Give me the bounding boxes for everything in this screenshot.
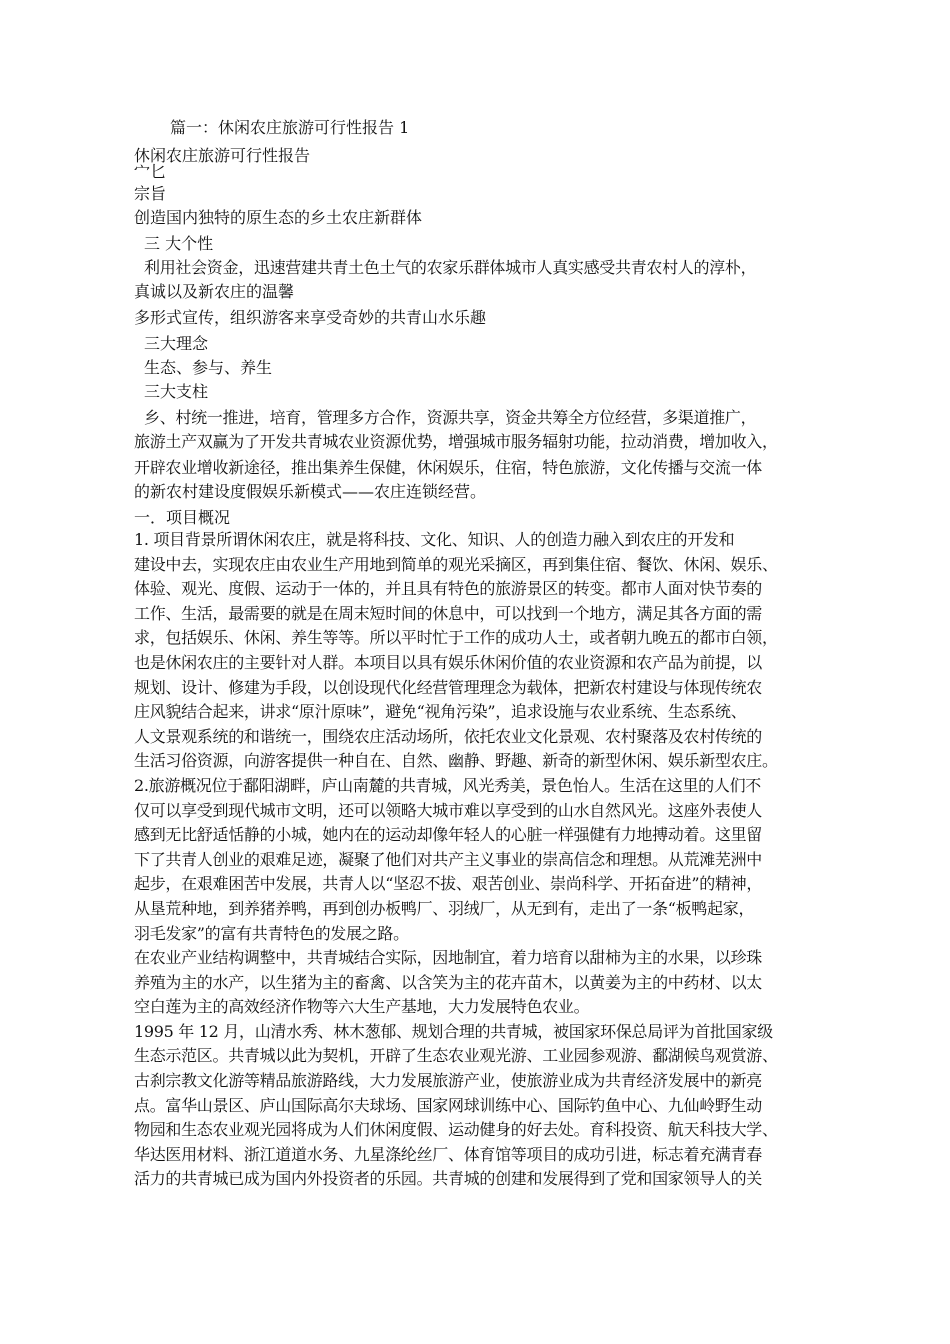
body-line: 仅可以享受到现代城市文明，还可以领略大城市难以享受到的山水自然风光。这座外表使人: [134, 800, 763, 820]
pillars-line-3: 开辟农业增收新途径，推出集养生保健，休闲娱乐，住宿，特色旅游，文化传播与交流一体: [134, 458, 763, 477]
body-line: 从垦荒种地，到养猪养鸭，再到创办板鸭厂、羽绒厂，从无到有，走出了一条“板鸭起家，: [134, 898, 755, 918]
body-line: 下了共青人创业的艰难足迹，凝聚了他们对共产主义事业的崇高信念和理想。从荒滩芜洲中: [134, 849, 763, 869]
zongzhi-text: 创造国内独特的原生态的乡土农庄新群体: [134, 208, 423, 227]
body-line: 养殖为主的水产，以生猪为主的畜禽、以含笑为主的花卉苗木，以黄姜为主的中药材、以太: [134, 972, 763, 992]
body-line: 感到无比舒适恬静的小城，她内在的运动却像年轻人的心脏一样强健有力地搏动着。这里留: [134, 825, 763, 845]
body-line: 1. 项目背景所谓休闲农庄，就是将科技、文化、知识、人的创造力融入到农庄的开发和: [134, 530, 735, 549]
body-line: 生活习俗资源，向游客提供一种自在、自然、幽静、野趣、新奇的新型休闲、娱乐新型农庄。: [134, 751, 778, 771]
pillars-line-1: 乡、村统一推进，培育，管理多方合作，资源共享，资金共筹全方位经营，多渠道推广，: [144, 408, 757, 427]
document-heading: 篇一：休闲农庄旅游可行性报告 1: [170, 118, 410, 137]
three-concepts-label: 三大理念: [144, 334, 209, 353]
project-overview-body: [134, 528, 834, 1192]
body-line: 2.旅游概况位于鄱阳湖畔，庐山南麓的共青城，风光秀美，景色怡人。生活在这里的人们不: [134, 775, 761, 795]
report-title: 休闲农庄旅游可行性报告: [134, 146, 311, 165]
three-concepts-text: 生态、参与、养生: [144, 358, 273, 377]
garbled-text: 宀匕: [134, 162, 167, 181]
body-line: 古刹宗教文化游等精品旅游路线，大力发展旅游产业，使旅游业成为共青经济发展中的新亮: [134, 1071, 763, 1091]
body-line: 庄风貌结合起来，讲求“原汁原味”，避免“视角污染”，追求设施与农业系统、生态系统、: [134, 702, 747, 722]
body-line: 活力的共青城已成为国内外投资者的乐园。共青城的创建和发展得到了党和国家领导人的关: [134, 1169, 763, 1189]
body-line: 求，包括娱乐、休闲、养生等等。所以平时忙于工作的成功人士，或者朝九晚五的都市白领，: [134, 628, 778, 648]
three-personality-label: 三 大个性: [144, 234, 214, 253]
section-1-heading: 一．项目概况: [134, 508, 231, 527]
personality-line-2: 真诚以及新农庄的温馨: [134, 282, 295, 301]
body-line: 在农业产业结构调整中，共青城结合实际，因地制宜，着力培育以甜柿为主的水果，以珍珠: [134, 948, 763, 968]
body-line: 规划、设计、修建为手段，以创设现代化经营管理理念为载体，把新农村建设与体现传统农: [134, 677, 763, 697]
promotion-text: 多形式宣传，组织游客来享受奇妙的共青山水乐趣: [134, 308, 487, 327]
body-line: 工作、生活，最需要的就是在周末短时间的休息中，可以找到一个地方，满足其各方面的需: [134, 603, 763, 623]
body-line: 体验、观光、度假、运动于一体的，并且具有特色的旅游景区的转变。都市人面对快节奏的: [134, 579, 763, 599]
body-line: 华达医用材料、浙江道道水务、九星涤纶丝厂、体育馆等项目的成功引进，标志着充满青春: [134, 1144, 763, 1164]
body-line: 人文景观系统的和谐统一，围绕农庄活动场所，依托农业文化景观、农村聚落及农村传统的: [134, 726, 763, 746]
body-line: 起步，在艰难困苦中发展，共青人以“坚忍不拔、艰苦创业、崇尚科学、开拓奋进”的精神，: [134, 874, 763, 894]
pillars-line-2: 旅游土产双赢为了开发共青城农业资源优势，增强城市服务辐射功能，拉动消费，增加收入，: [134, 432, 778, 451]
body-line: 也是休闲农庄的主要针对人群。本项目以具有娱乐休闲价值的农业资源和农产品为前提，以: [134, 652, 763, 672]
body-line: 1995 年 12 月，山清水秀、林木葱郁、规划合理的共青城，被国家环保总局评为首批国家级: [134, 1021, 773, 1041]
body-line: 点。富华山景区、庐山国际高尔夫球场、国家网球训练中心、国际钓鱼中心、九仙岭野生动: [134, 1095, 763, 1115]
three-pillars-label: 三大支柱: [144, 382, 209, 401]
pillars-line-4: 的新农村建设度假娱乐新模式——农庄连锁经营。: [134, 482, 487, 501]
body-line: 羽毛发家”的富有共青特色的发展之路。: [134, 923, 409, 943]
body-line: 建设中去，实现农庄由农业生产用地到简单的观光采摘区，再到集住宿、餐饮、休闲、娱乐、: [134, 554, 778, 574]
personality-line-1: 利用社会资金，迅速营建共青土色土气的农家乐群体城市人真实感受共青农村人的淳朴，: [144, 258, 757, 277]
zongzhi-label: 宗旨: [134, 184, 167, 203]
body-line: 物园和生态农业观光园将成为人们休闲度假、运动健身的好去处。育科投资、航天科技大学、: [134, 1120, 778, 1140]
body-line: 空白莲为主的高效经济作物等六大生产基地，大力发展特色农业。: [134, 997, 590, 1017]
body-line: 生态示范区。共青城以此为契机，开辟了生态农业观光游、工业园参观游、鄱湖候鸟观赏游、: [134, 1046, 778, 1066]
